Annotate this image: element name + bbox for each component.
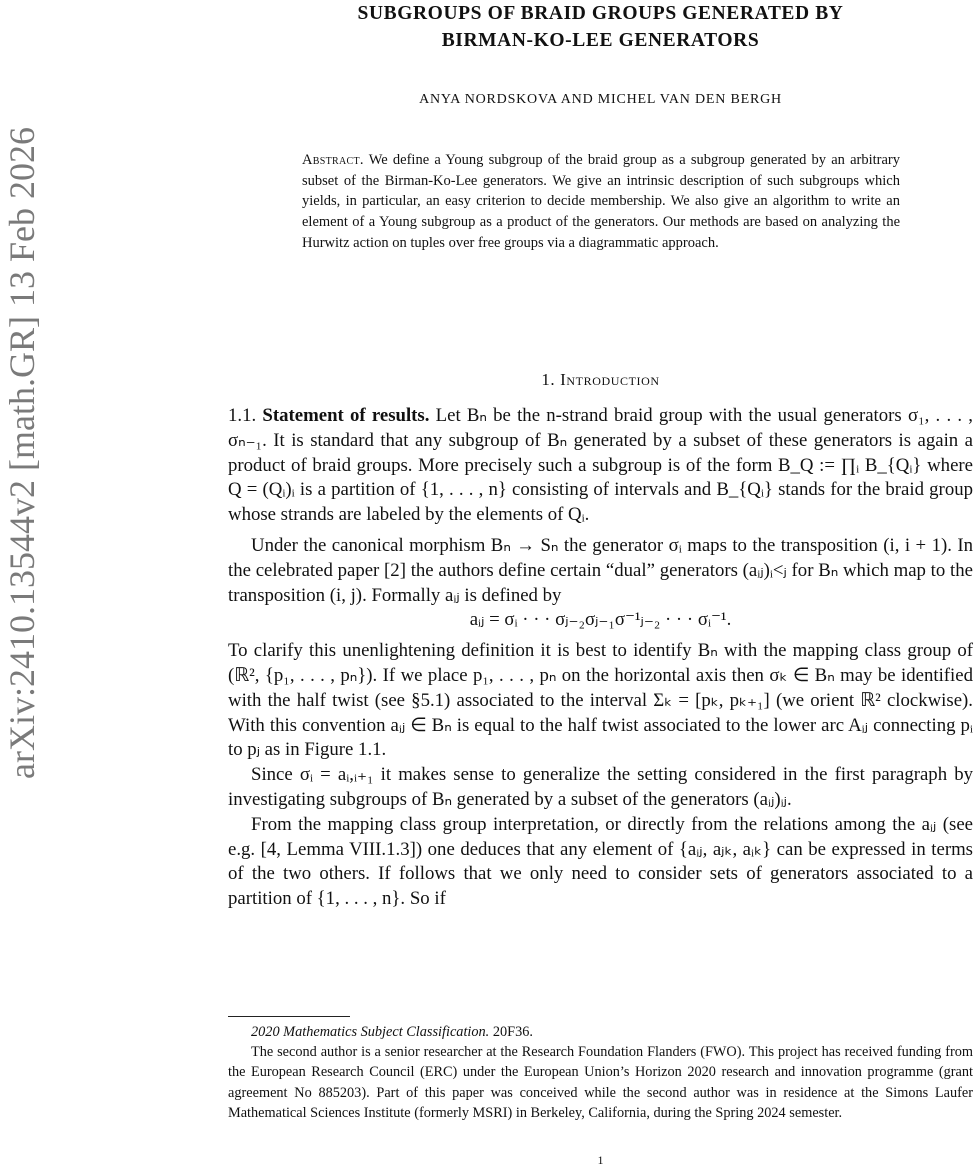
paragraph-5: From the mapping class group interpretation, or directly from the relations among the aᵢⱼ (see e.g. [4, Lemma VIII.1.3]) one deduces that any element of {aᵢⱼ, aⱼₖ, aᵢₖ} can be expressed in terms of the two others. If follows that we only need to consider sets of generators associated to a partition of {1, . . . , n}. So if: [228, 813, 973, 910]
paragraph-1-text: Let Bₙ be the n-strand braid group with the usual generators σ₁, . . . , σₙ₋₁. It is standard that any subgroup of Bₙ generated by a subset of these generators is again a product of braid groups. More precisely such a subgroup is of the form B_Q := ∏ᵢ B_{Qᵢ} where Q = (Qᵢ)ᵢ is a partition of {1, . . . , n} consisting of intervals and B_{Qᵢ} stands for the braid group whose strands are labeled by the elements of Qᵢ.: [228, 405, 973, 526]
abstract: [302, 150, 900, 254]
body-text: [228, 404, 973, 918]
paper-title: [228, 0, 973, 54]
authors: ANYA NORDSKOVA AND MICHEL VAN DEN BERGH: [419, 92, 782, 107]
paragraph-4: Since σᵢ = aᵢ,ᵢ₊₁ it makes sense to generalize the setting considered in the first paragraph by investigating subgroups of Bₙ generated by a subset of the generators (aᵢⱼ)ᵢⱼ.: [228, 764, 973, 810]
title-line-2: BIRMAN-KO-LEE GENERATORS: [441, 30, 760, 51]
paragraph-2: Under the canonical morphism Bₙ → Sₙ the generator σᵢ maps to the transposition (i, i + 1). In the celebrated paper [2] the authors define certain “dual” generators (aᵢⱼ)ᵢ<ⱼ for Bₙ which map to the transposition (i, j). Formally aᵢⱼ is defined by: [228, 534, 973, 606]
arxiv-stamp: [0, 0, 44, 905]
footnote-rule: [228, 1016, 350, 1017]
abstract-text: We define a Young subgroup of the braid group as a subgroup generated by an arbitrary subset of the Birman-Ko-Lee generators. We give an intrinsic description of such subgroups which yields, in particular, an easy criterion to decide membership. We also give an algorithm to write an element of a Young subgroup as a product of the generators. Our methods are based on analyzing the Hurwitz action on tuples over free groups via a diagrammatic approach.: [302, 152, 900, 251]
footnote-msc: [228, 1022, 973, 1042]
footnote-funding: The second author is a senior researcher at the Research Foundation Flanders (FWO). This project has received funding from the European Research Council (ERC) under the European Union’s Horizon 2020 research and innovation programme (grant agreement No 885203). Part of this paper was conceived while the second author was in residence at the Simons Laufer Mathematical Sciences Institute (formerly MSRI) in Berkeley, California, during the Spring 2024 semester.: [228, 1044, 973, 1121]
arxiv-stamp-text: arXiv:2410.13544v2 [math.GR] 13 Feb 2026: [2, 126, 42, 779]
msc-code: 20F36.: [492, 1024, 533, 1040]
subsection-number: 1.1.: [228, 405, 257, 426]
display-equation: aᵢⱼ = σᵢ · · · σⱼ₋₂σⱼ₋₁σ⁻¹ⱼ₋₂ · · · σᵢ⁻¹.: [469, 609, 732, 631]
subsection-title: Statement of results.: [262, 405, 430, 426]
paragraph-3: To clarify this unenlightening definition it is best to identify Bₙ with the mapping class group of (ℝ², {p₁, . . . , pₙ}). If we place p₁, . . . , pₙ on the horizontal axis then σₖ ∈ Bₙ may be identified with the half twist (see §5.1) associated to the interval Σₖ = [pₖ, pₖ₊₁] (we orient ℝ² clockwise). With this convention aᵢⱼ ∈ Bₙ is equal to the half twist associated to the lower arc Aᵢⱼ connecting pᵢ to pⱼ as in Figure 1.1.: [228, 640, 973, 761]
section-heading: 1. Introduction: [541, 370, 660, 389]
page-number: 1: [597, 1153, 604, 1167]
title-line-1: SUBGROUPS OF BRAID GROUPS GENERATED BY: [357, 3, 844, 24]
footnotes: [228, 1022, 973, 1123]
paragraph-1: [228, 404, 973, 528]
abstract-heading: Abstract.: [302, 152, 364, 168]
msc-label: 2020 Mathematics Subject Classification.: [251, 1024, 490, 1040]
